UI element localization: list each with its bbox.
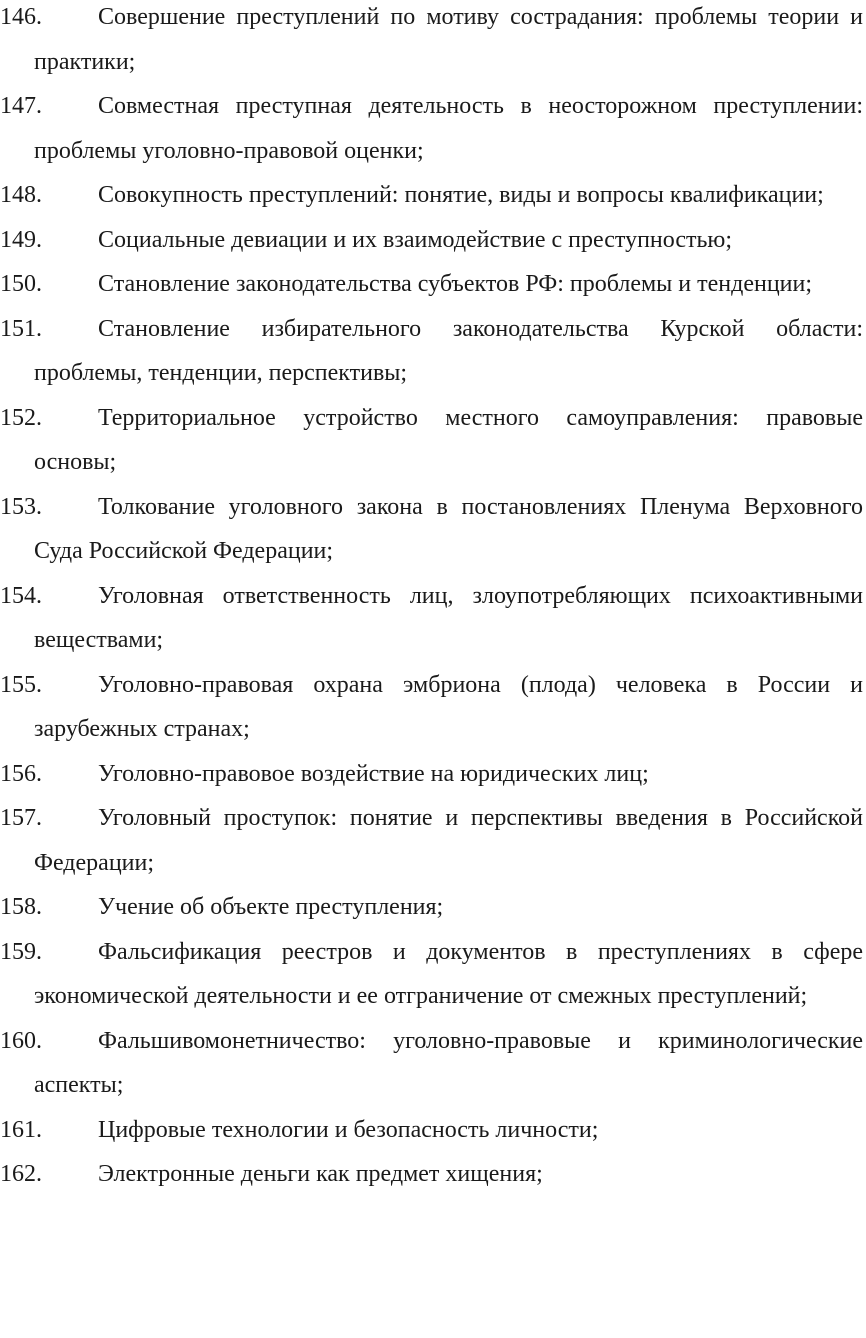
list-item (0, 574, 863, 663)
item-text: Цифровые технологии и безопасность личности; (98, 1116, 599, 1143)
item-text: Становление избирательного законодательства Курской области: проблемы, тенденции, перспективы; (34, 315, 863, 386)
item-number: 155. (0, 671, 42, 698)
item-number: 154. (0, 582, 42, 609)
item-text: Уголовная ответственность лиц, злоупотребляющих психоактивными веществами; (34, 582, 863, 653)
item-number: 147. (0, 93, 42, 119)
list-item (0, 1108, 863, 1153)
list-item (0, 307, 863, 396)
item-text: Учение об объекте преступления; (98, 894, 444, 920)
item-text: Социальные девиации и их взаимодействие с преступностью; (98, 226, 733, 253)
item-text: Уголовно-правовое воздействие на юридических лиц; (98, 760, 649, 787)
item-number: 148. (0, 182, 42, 208)
list-item (0, 930, 863, 1019)
list-item (0, 663, 863, 752)
item-text: Территориальное устройство местного самоуправления: правовые основы; (34, 404, 863, 475)
item-number: 150. (0, 271, 42, 297)
list-item (0, 485, 863, 574)
item-text: Совершение преступлений по мотиву сострадания: проблемы теории и практики; (34, 4, 863, 75)
item-text: Фальсификация реестров и документов в преступлениях в сфере экономической деятельности и ее отграничение от смежных преступлений; (34, 938, 863, 1009)
item-number: 161. (0, 1116, 42, 1143)
item-number: 158. (0, 894, 42, 920)
list-item (0, 396, 863, 485)
list-item (0, 796, 863, 885)
list-item (0, 262, 863, 307)
item-text: Становление законодательства субъектов РФ: проблемы и тенденции; (98, 271, 813, 297)
item-text: Совместная преступная деятельность в неосторожном преступлении: проблемы уголовно-правовой оценки; (34, 93, 863, 164)
item-number: 146. (0, 4, 42, 30)
item-number: 159. (0, 938, 42, 965)
item-number: 152. (0, 404, 42, 431)
list-item (0, 1152, 863, 1197)
item-number: 162. (0, 1161, 42, 1187)
item-number: 151. (0, 315, 42, 342)
item-text: Совокупность преступлений: понятие, виды и вопросы квалификации; (98, 182, 824, 208)
item-text: Уголовно-правовая охрана эмбриона (плода) человека в России и зарубежных странах; (34, 671, 863, 742)
list-item (0, 752, 863, 797)
item-number: 149. (0, 226, 42, 253)
item-text: Уголовный проступок: понятие и перспективы введения в Российской Федерации; (34, 805, 863, 876)
list-item (0, 218, 863, 263)
item-number: 153. (0, 493, 42, 520)
item-number: 157. (0, 805, 42, 831)
list-item (0, 84, 863, 173)
list-item (0, 173, 863, 218)
item-number: 160. (0, 1027, 42, 1054)
item-text: Фальшивомонетничество: уголовно-правовые и криминологические аспекты; (34, 1027, 863, 1098)
list-item (0, 885, 863, 930)
list-item (0, 0, 863, 84)
item-text: Толкование уголовного закона в постановлениях Пленума Верховного Суда Российской Федерации; (34, 493, 863, 564)
list-item (0, 1019, 863, 1108)
item-text: Электронные деньги как предмет хищения; (98, 1161, 543, 1187)
item-number: 156. (0, 760, 42, 787)
